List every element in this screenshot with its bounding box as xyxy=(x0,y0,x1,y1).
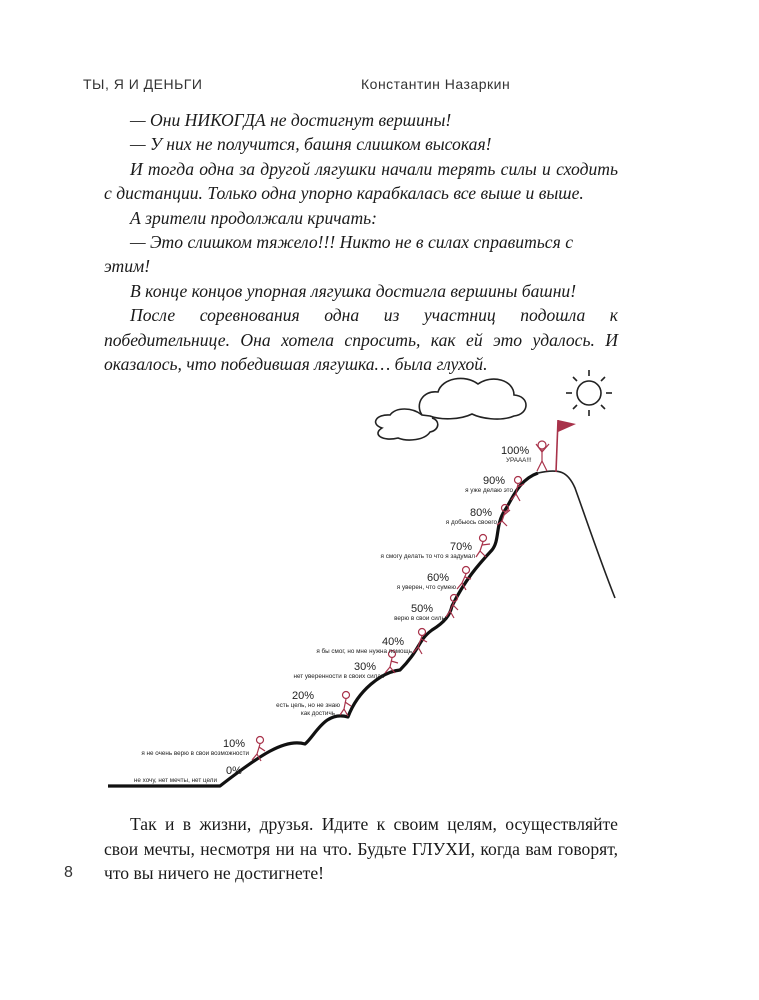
step-70-caption: я смогу делать то что я задумал xyxy=(380,553,475,560)
step-80-percent: 80% xyxy=(470,507,493,519)
step-0-caption: не хочу, нет мечты, нет цели xyxy=(133,777,217,784)
climber-40-icon xyxy=(413,629,427,655)
progress-labels xyxy=(134,445,532,784)
step-20-caption: есть цель, но не знаю xyxy=(276,702,340,709)
closing-paragraph xyxy=(104,812,618,886)
story-line-7: После соревнования одна из участниц подошла к победительнице. Она хотела спросить, как ей это удалось. И оказалось, что победившая лягушка… была глухой. xyxy=(104,305,618,375)
climber-10-icon xyxy=(252,737,265,762)
story-line-6: В конце концов упорная лягушка достигла вершины башни! xyxy=(130,280,577,301)
step-10-caption: я не очень верю в свои возможности xyxy=(141,750,249,757)
mountain-climb-illustration xyxy=(100,360,640,800)
step-50-percent: 50% xyxy=(411,603,434,615)
step-100-percent: 100% xyxy=(501,445,530,457)
running-head-author: Константин Назаркин xyxy=(361,76,511,92)
page-number: 8 xyxy=(64,864,73,881)
step-80-caption: я добьюсь своего xyxy=(445,519,497,526)
story-line-1: — Они НИКОГДА не достигнут вершины! xyxy=(130,110,452,130)
step-50-caption: верю в свои силы xyxy=(394,615,446,622)
step-90-percent: 90% xyxy=(483,475,506,487)
closing-text: Так и в жизни, друзья. Идите к своим целям, осуществляйте свои мечты, несмотря ни на что. Будьте ГЛУХИ, когда вам говорят, что вы ничего не достигнете! xyxy=(104,814,618,884)
story-line-2: — У них не получится, башня слишком высокая! xyxy=(130,134,492,155)
running-head-book-title: ТЫ, Я И ДЕНЬГИ xyxy=(83,76,203,92)
step-40-percent: 40% xyxy=(382,636,405,648)
climber-100-icon xyxy=(536,441,549,471)
step-100-caption: УРААА!!! xyxy=(506,457,532,464)
step-70-percent: 70% xyxy=(450,541,473,553)
step-0-percent: 0% xyxy=(226,765,242,777)
step-20-caption-line2: как достичь xyxy=(300,710,335,717)
climber-60-icon xyxy=(457,567,471,591)
mountain-back-slope xyxy=(538,471,615,598)
story-line-5: — Это слишком тяжело!!! Никто не в силах справиться с этим! xyxy=(104,232,574,277)
climber-80-icon xyxy=(497,505,510,527)
sun-icon xyxy=(566,370,612,416)
story-line-3: И тогда одна за другой лягушки начали терять силы и сходить с дистанции. Только одна упорно карабкалась все выше и выше. xyxy=(104,158,618,204)
story-line-4: А зрители продолжали кричать: xyxy=(130,207,378,228)
step-20-percent: 20% xyxy=(292,690,315,702)
step-40-caption: я бы смог, но мне нужна помощь xyxy=(316,648,412,655)
step-30-caption: нет уверенности в своих силах xyxy=(293,673,384,680)
summit-flag-icon xyxy=(556,420,576,472)
story-text xyxy=(104,108,618,376)
step-10-percent: 10% xyxy=(223,738,246,750)
step-60-caption: я уверен, что сумею xyxy=(396,584,456,591)
step-30-percent: 30% xyxy=(354,661,377,673)
step-60-percent: 60% xyxy=(427,572,450,584)
small-cloud-icon xyxy=(376,409,438,440)
step-90-caption: я уже делаю это xyxy=(465,487,513,494)
cloud-icon xyxy=(419,378,526,419)
